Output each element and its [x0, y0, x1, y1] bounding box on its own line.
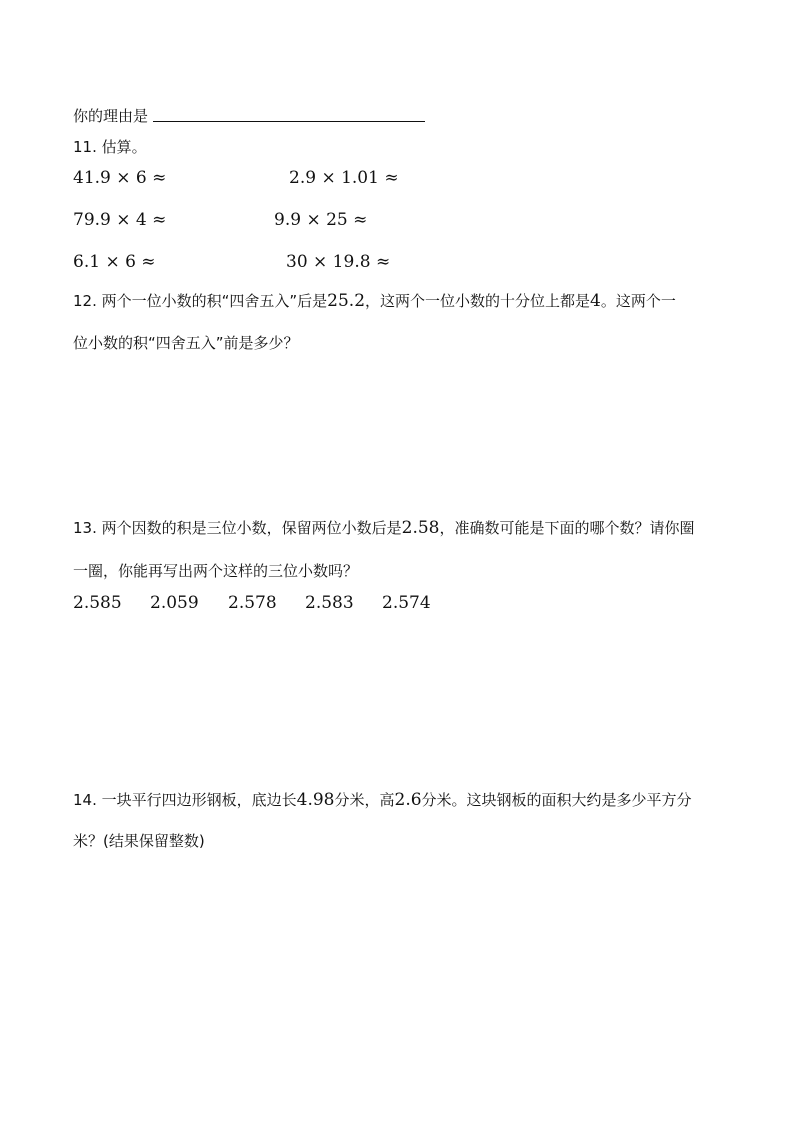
q13-option[interactable]: 2.585 — [73, 593, 122, 613]
q13-option[interactable]: 2.574 — [382, 593, 431, 613]
q11-expr: 41.9 × 6 ≈ — [73, 168, 167, 188]
q14-line1 — [73, 790, 692, 810]
q14-text: 14. 一块平行四边形钢板，底边长 — [73, 791, 297, 809]
answer-blank-line[interactable] — [153, 121, 425, 122]
q11-expr: 79.9 × 4 ≈ — [73, 210, 167, 230]
q12-text: 。这两个一 — [600, 292, 676, 310]
q11-expr: 2.9 × 1.01 ≈ — [289, 168, 399, 188]
q13-option[interactable]: 2.059 — [150, 593, 199, 613]
q13-option[interactable]: 2.583 — [305, 593, 354, 613]
q12-text: ，这两个一位小数的十分位上都是 — [365, 292, 591, 310]
q13-text: ，准确数可能是下面的哪个数？请你圈 — [439, 519, 695, 537]
reason-prompt: 你的理由是 — [73, 107, 149, 125]
q12-line2: 位小数的积“四舍五入”前是多少？ — [73, 334, 299, 352]
q12-text: 12. 两个一位小数的积“四舍五入”后是 — [73, 292, 328, 310]
q11-label: 11. 估算。 — [73, 138, 147, 156]
q13-option[interactable]: 2.578 — [228, 593, 277, 613]
q13-text: 13. 两个因数的积是三位小数，保留两位小数后是 — [73, 519, 402, 537]
q13-line1 — [73, 518, 695, 538]
q13-number: 2.58 — [401, 518, 440, 538]
q13-line2: 一圈，你能再写出两个这样的三位小数吗？ — [73, 562, 359, 580]
q14-line2: 米？(结果保留整数) — [73, 832, 205, 850]
q11-expr: 9.9 × 25 ≈ — [274, 210, 368, 230]
q14-number: 2.6 — [394, 790, 422, 810]
q11-expr: 30 × 19.8 ≈ — [286, 252, 391, 272]
q12-number: 25.2 — [327, 291, 366, 311]
q12-line1 — [73, 291, 676, 311]
q14-text: 分米。这块钢板的面积大约是多少平方分 — [421, 791, 692, 809]
q14-text: 分米，高 — [334, 791, 395, 809]
q14-number: 4.98 — [296, 790, 335, 810]
q12-number: 4 — [590, 291, 601, 311]
q11-expr: 6.1 × 6 ≈ — [73, 252, 156, 272]
